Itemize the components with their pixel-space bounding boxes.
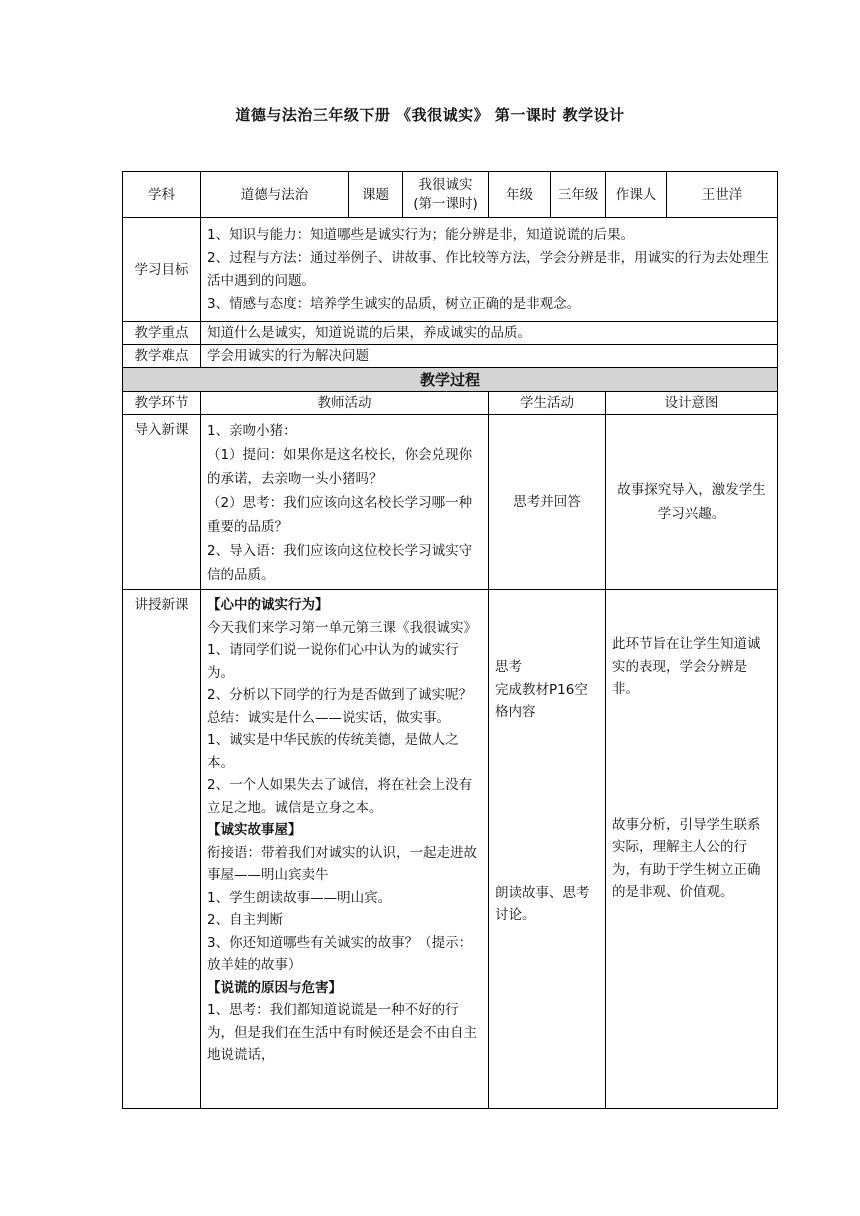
lesson-teacher-line: 2、自主判断: [207, 912, 284, 928]
lesson-teacher-line: 今天我们来学习第一单元第三课《我很诚实》: [207, 619, 477, 636]
lesson-row: [123, 590, 778, 1109]
objectives-label: 学习目标: [123, 218, 201, 322]
difficulty-label: 教学难点: [123, 345, 201, 368]
intro-row: [123, 415, 778, 590]
objective-line: 1、知识与能力：知道哪些是诚实行为；能分辨是非，知道说谎的后果。: [207, 226, 635, 243]
intro-teacher: [201, 415, 489, 590]
intro-teacher-line: 2、导入语：我们应该向这位校长学习诚实守信的品质。: [207, 543, 473, 583]
objective-line: 2、过程与方法：通过举例子、讲故事、作比较等方法，学会分辨是非，用诚实的行为去处理生活中遇到的问题。: [207, 249, 770, 289]
col-student: 学生活动: [489, 392, 606, 415]
lesson-teacher-line: 【心中的诚实行为】: [207, 597, 329, 613]
header-row: [123, 172, 778, 218]
key-point-label: 教学重点: [123, 322, 201, 345]
topic-name: 我很诚实: [418, 176, 473, 193]
intro-intent: 故事探究导入，激发学生学习兴趣。: [606, 415, 778, 590]
grade-value: 三年级: [551, 172, 606, 218]
lesson-teacher-line: 1、学生朗读故事——明山宾。: [207, 889, 392, 906]
key-point-value: 知道什么是诚实，知道说谎的后果，养成诚实的品质。: [201, 322, 778, 345]
topic-session: (第一课时): [413, 195, 478, 212]
lesson-teacher-line: 总结：诚实是什么——说实话，做实事。: [207, 709, 450, 726]
objective-line: 3、情感与态度：培养学生诚实的品质，树立正确的是非观念。: [207, 295, 581, 312]
col-teacher: 教师活动: [201, 392, 489, 415]
intro-stage: 导入新课: [123, 415, 201, 590]
process-columns-row: [123, 392, 778, 415]
lesson-student-line: 思考: [495, 659, 522, 675]
lesson-student: [489, 590, 606, 1109]
lesson-stage: 讲授新课: [123, 590, 201, 1109]
lesson-plan-table: [122, 171, 778, 1109]
grade-label: 年级: [489, 172, 551, 218]
intro-teacher-line: 1、亲吻小猪：: [207, 423, 297, 439]
document-title: 道德与法治三年级下册 《我很诚实》 第一课时 教学设计: [235, 106, 625, 124]
key-point-row: [123, 322, 778, 345]
lesson-teacher-line: 衔接语：带着我们对诚实的认识，一起走进故事屋——明山宾卖牛: [207, 844, 477, 883]
lesson-student-story: 朗读故事、思考讨论。: [495, 884, 590, 923]
teacher-label: 作课人: [606, 172, 667, 218]
lesson-teacher-line: 【说谎的原因与危害】: [207, 979, 342, 996]
col-intent: 设计意图: [606, 392, 778, 415]
lesson-teacher-line: 1、请同学们说一说你们心中认为的诚实行为。: [207, 642, 459, 681]
lesson-intent: [606, 590, 778, 1109]
lesson-intent-2: 故事分析，引导学生联系实际，理解主人公的行为，有助于学生树立正确的是非观、价值观。: [612, 816, 761, 900]
difficulty-row: [123, 345, 778, 368]
objectives-row: [123, 218, 778, 322]
lesson-teacher-line: 【诚实故事屋】: [207, 822, 302, 838]
intro-student: 思考并回答: [489, 415, 606, 590]
topic-label: 课题: [349, 172, 403, 218]
teacher-value: 王世洋: [667, 172, 778, 218]
lesson-student-line: 完成教材P16空格内容: [495, 681, 588, 720]
process-section-title: 教学过程: [123, 368, 778, 392]
process-section-row: [123, 368, 778, 392]
lesson-teacher: [201, 590, 489, 1109]
col-stage: 教学环节: [123, 392, 201, 415]
intro-teacher-line: （2）思考：我们应该向这名校长学习哪一种重要的品质？: [207, 495, 473, 535]
topic-value: [403, 172, 489, 218]
intro-teacher-line: （1）提问：如果你是这名校长，你会兑现你的承诺，去亲吻一头小猪吗？: [207, 447, 473, 487]
lesson-intent-1: 此环节旨在让学生知道诚实的表现，学会分辨是非。: [612, 636, 761, 697]
lesson-teacher-line: 2、分析以下同学的行为是否做到了诚实呢？: [207, 687, 473, 703]
lesson-teacher-line: 1、思考：我们都知道说谎是一种不好的行为，但是我们在生活中有时候还是会不由自主地说谎话，: [207, 1002, 477, 1063]
lesson-teacher-line: 2、一个人如果失去了诚信，将在社会上没有立足之地。诚信是立身之本。: [207, 777, 473, 816]
subject-value: 道德与法治: [201, 172, 349, 218]
subject-label: 学科: [123, 172, 201, 218]
lesson-teacher-line: 3、你还知道哪些有关诚实的故事？（提示：放羊娃的故事）: [207, 934, 473, 973]
lesson-teacher-line: 1、诚实是中华民族的传统美德，是做人之本。: [207, 732, 459, 771]
difficulty-value: 学会用诚实的行为解决问题: [201, 345, 778, 368]
objectives-content: [201, 218, 778, 322]
